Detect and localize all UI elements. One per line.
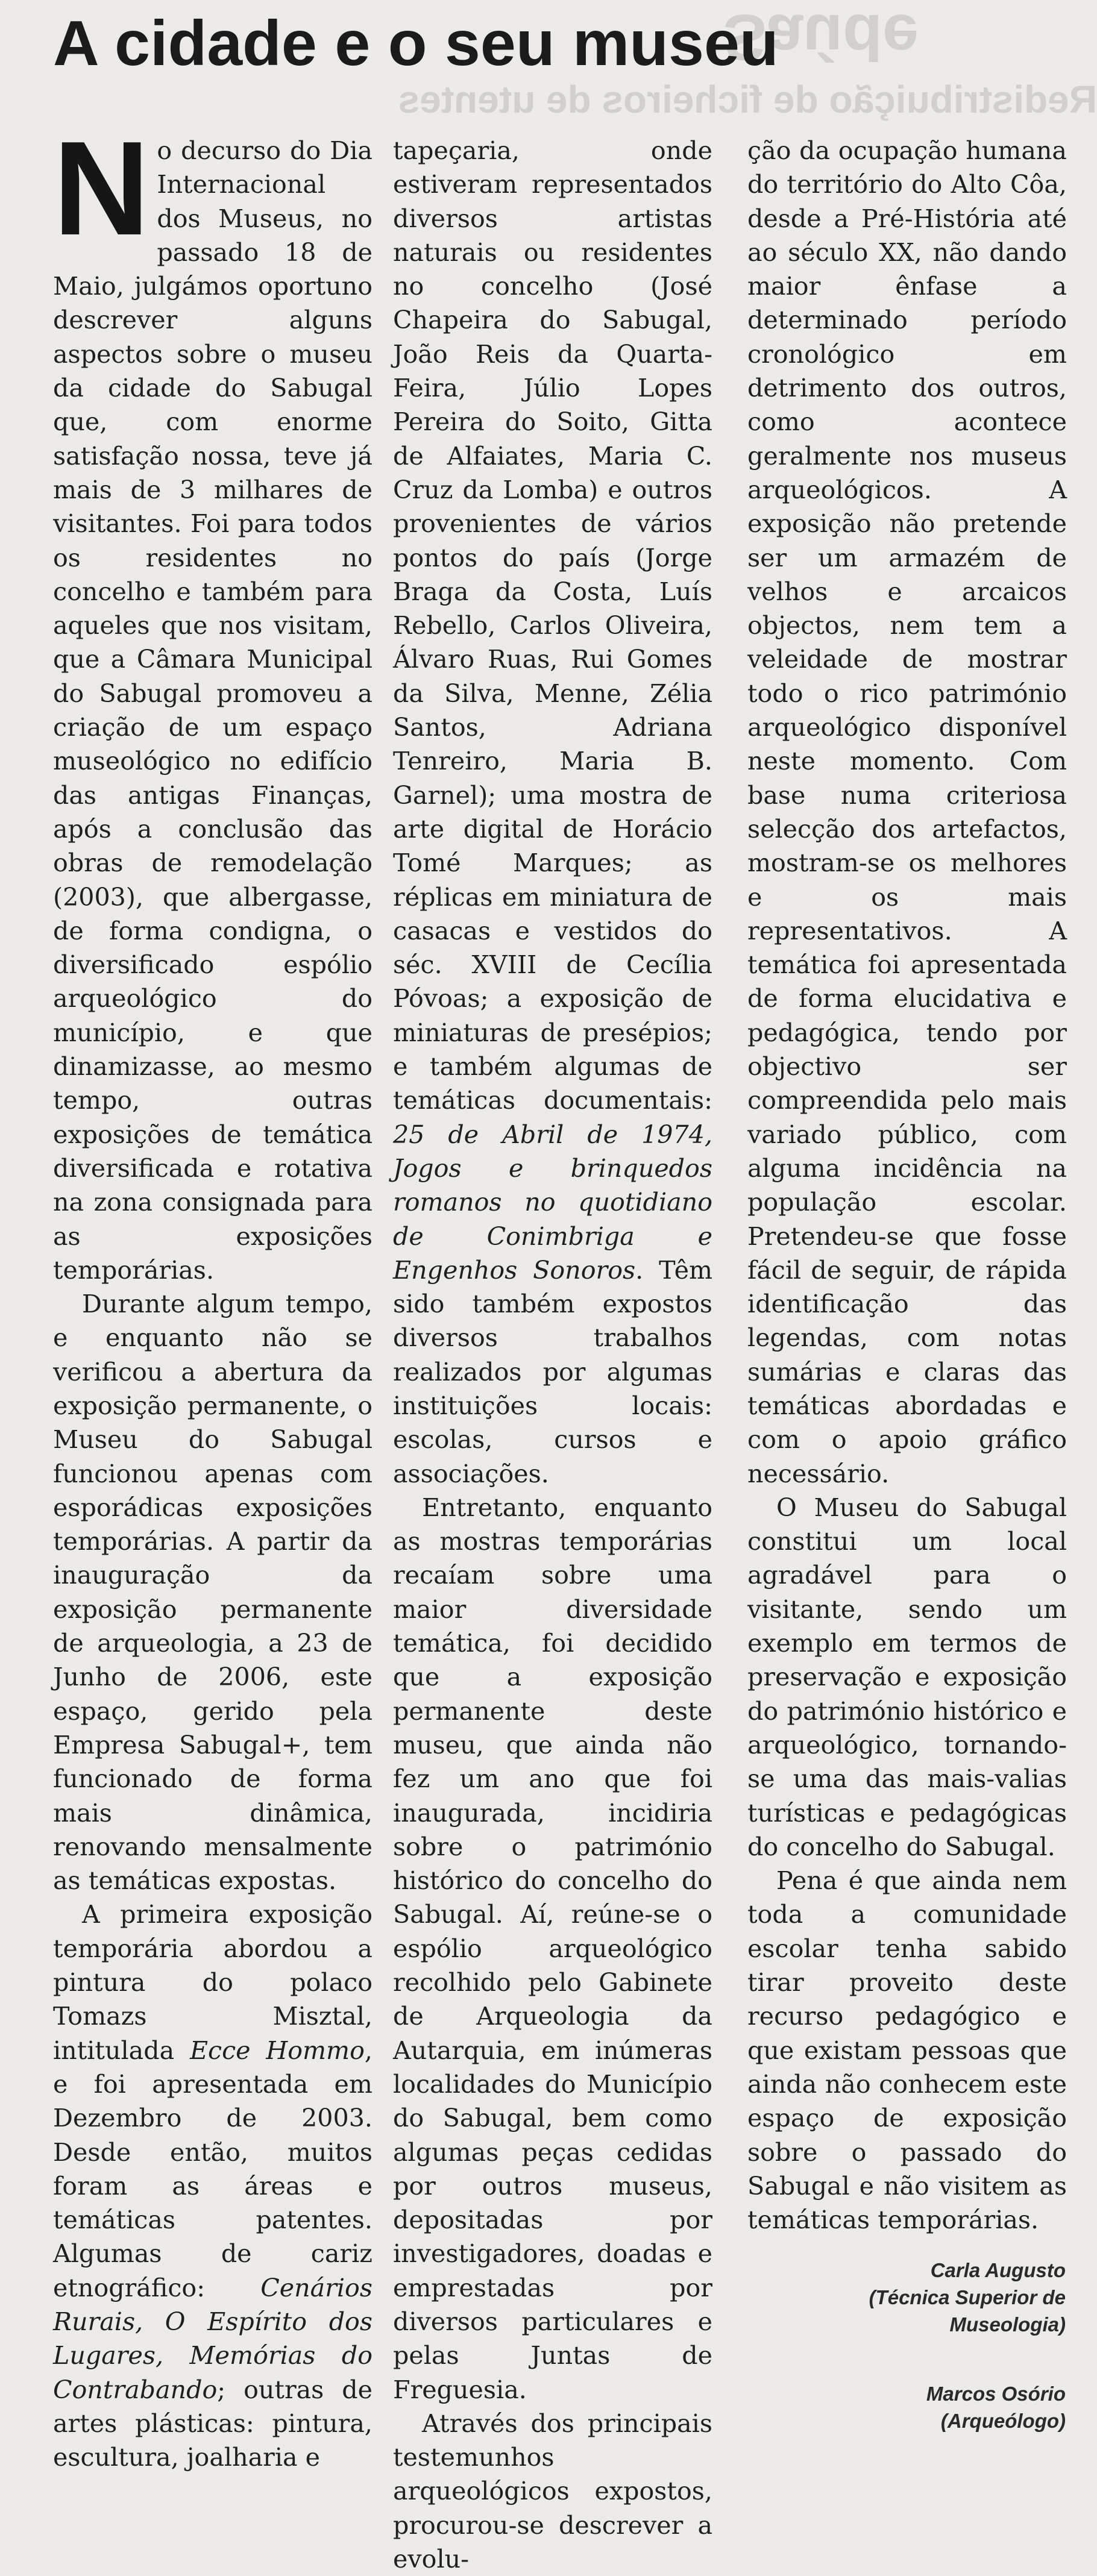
article-paragraph: Através dos principais testemunhos arqueológicos expostos, procurou-se descrever a evolu- (393, 2408, 712, 2574)
exhibition-titles: Cenários Rurais, O Espírito dos Lugares, Memórias do Contrabando (53, 2273, 372, 2404)
article-paragraph (53, 1898, 372, 2474)
bleed-through-text: Redistribuição de ficheiros de utentes (398, 78, 1097, 121)
article-headline: A cidade e o seu museu (53, 8, 779, 79)
author-name: Marcos Osório (926, 2383, 1066, 2405)
paragraph-text: . Têm sido também expostos diversos trabalhos realizados por algumas instituições locais: escolas, cursos e associações. (393, 1255, 712, 1488)
article-paragraph: O Museu do Sabugal constitui um local agradável para o visitante, sendo um exemplo em termos de preservação e exposição do património histórico e arqueológico, tornando-se uma das mais-valias turísticas e pedagógicas do concelho do Sabugal. (747, 1493, 1067, 1861)
paragraph-text: ; outras de artes plásticas: pintura, escultura, joalharia e (53, 2375, 372, 2472)
paragraph-text: tapeçaria, onde estiveram representados diversos artistas naturais ou residentes no concelho (José Chapeira do Sabugal, João Reis da Quarta-Feira, Júlio Lopes Pereira do Soito, Gitta de Alfaiates, Maria C. Cruz da Lomba) e outros provenientes de vários pontos do país (Jorge Braga da Costa, Luís Rebello, Carlos Oliveira, Álvaro Ruas, Rui Gomes da Silva, Menne, Zélia Santos, Adriana Tenreiro, Maria B. Garnel); uma mostra de arte digital de Horácio Tomé Marques; as réplicas em miniatura de casacas e vestidos do séc. XVIII de Cecília Póvoas; a exposição de miniaturas de presépios; e também algumas de temáticas documentais: (393, 136, 712, 1115)
article-paragraph: Pena é que ainda nem toda a comunidade escolar tenha sabido tirar proveito deste recurso pedagógico e que existam pessoas que ainda não conhecem este espaço de exposição sobre o passado do Sabugal e não visitem as temáticas temporárias. (747, 1866, 1067, 2235)
exhibition-title: Ecce Hommo (189, 2035, 365, 2065)
bleed-through-text: Saúde (723, 1, 919, 74)
author-role: (Arqueólogo) (940, 2410, 1066, 2432)
paragraph-text: , e foi apresentada em Dezembro de 2003. Desde então, muitos foram as áreas e temáticas patentes. Algumas de cariz etnográfico: (53, 2035, 373, 2302)
paragraph-text: o decurso do Dia Internacional dos Museus, no passado 18 de Maio, julgámos oportuno descrever alguns aspectos sobre o museu da cidade do Sabugal que, com enorme satisfação nossa, teve já mais de 3 milhares de visitantes. Foi para todos os residentes no concelho e também para aqueles que nos visitam, que a Câmara Municipal do Sabugal promoveu a criação de um espaço museológico no edifício das antigas Finanças, após a conclusão das obras de remodelação (2003), que albergasse, de forma condigna, o diversificado espólio arqueológico do município, e que dinamizasse, ao mesmo tempo, outras exposições de temática diversificada e rotativa na zona consignada para as exposições temporárias. (53, 136, 372, 1285)
article-column-2 (393, 134, 712, 2576)
author-signature (926, 2380, 1066, 2434)
author-role: (Técnica Superior de (869, 2286, 1066, 2308)
article-paragraph: Durante algum tempo, e enquanto não se verificou a abertura da exposição permanente, o Museu do Sabugal funcionou apenas com esporádicas exposições temporárias. A partir da inauguração da exposição permanente de arqueologia, a 23 de Junho de 2006, este espaço, gerido pela Empresa Sabugal+, tem funcionado de forma mais dinâmica, renovando mensalmente as temáticas expostas. (53, 1290, 372, 1896)
exhibition-titles: 25 de Abril de 1974, Jogos e brinquedos romanos no quotidiano de Conimbriga e Engenhos Sonoros (393, 1120, 712, 1285)
article-column-3 (747, 134, 1067, 2237)
article-column-1 (53, 114, 373, 2474)
paragraph-text: A primeira exposição temporária abordou a pintura do polaco Tomazs Misztal, intitulada (53, 1900, 372, 2065)
article-paragraph (53, 114, 372, 1287)
article-paragraph: ção da ocupação humana do território do Alto Côa, desde a Pré-História até ao século XX, não dando maior ênfase a determinado período cronológico em detrimento dos outros, como acontece geralmente nos museus arqueológicos. A exposição não pretende ser um armazém de velhos e arcaicos objectos, nem tem a veleidade de mostrar todo o rico património arqueológico disponível neste momento. Com base numa criteriosa selecção dos artefactos, mostram-se os melhores e os mais representativos. A temática foi apresentada de forma elucidativa e pedagógica, tendo por objectivo ser compreendida pelo mais variado público, com alguma incidência na população escolar. Pretendeu-se que fosse fácil de seguir, de rápida identificação das legendas, com notas sumárias e claras das temáticas abordadas e com o apoio gráfico necessário. (747, 136, 1067, 1488)
author-signature (869, 2257, 1066, 2338)
article-paragraph (393, 134, 712, 1491)
author-role: Museologia) (949, 2313, 1066, 2336)
drop-cap: N (53, 114, 150, 263)
author-name: Carla Augusto (930, 2259, 1066, 2281)
article-paragraph: Entretanto, enquanto as mostras temporárias recaíam sobre uma maior diversidade temática, foi decidido que a exposição permanente deste museu, que ainda não fez um ano que foi inaugurada, incidiria sobre o património histórico do concelho do Sabugal. Aí, reúne-se o espólio arqueológico recolhido pelo Gabinete de Arqueologia da Autarquia, em inúmeras localidades do Município do Sabugal, bem como algumas peças cedidas por outros museus, depositadas por investigadores, doadas e emprestadas por diversos particulares e pelas Juntas de Freguesia. (393, 1493, 712, 2404)
